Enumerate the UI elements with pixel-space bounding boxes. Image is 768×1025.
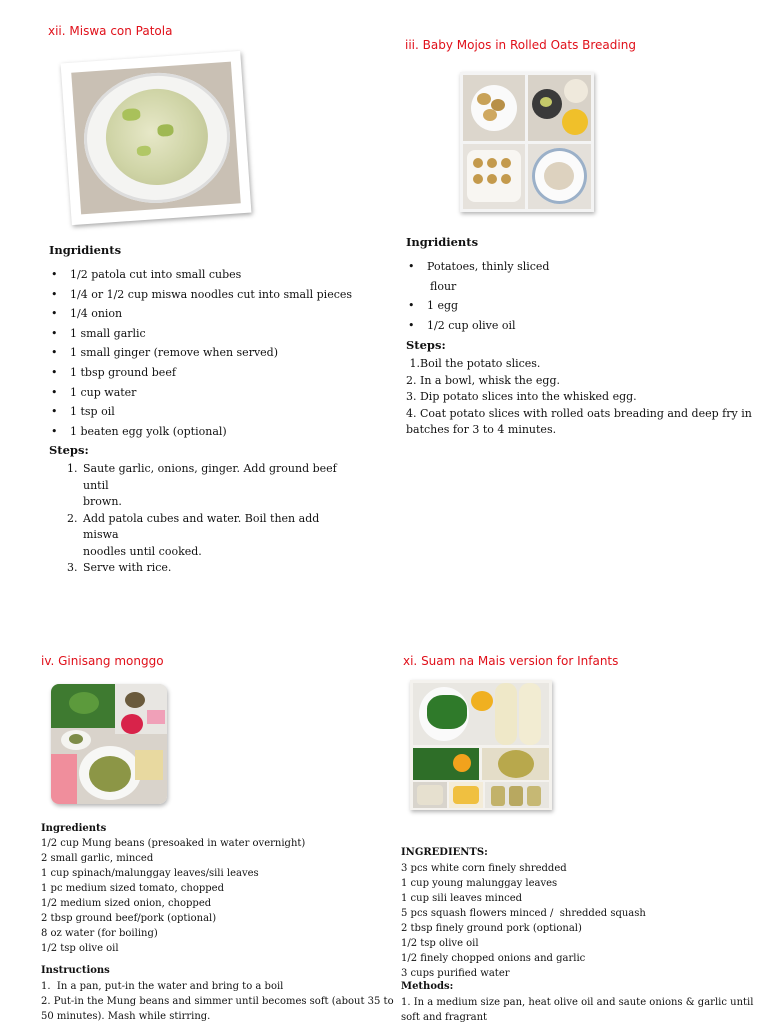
list-item: • 1 tbsp ground beef bbox=[49, 363, 352, 383]
list-item: • 1/4 onion bbox=[49, 304, 352, 324]
list-item: • 1 beaten egg yolk (optional) bbox=[49, 422, 352, 442]
list-item: 2 tbsp ground beef/pork (optional) bbox=[41, 913, 217, 924]
list-item: 1. Saute garlic, onions, ginger. Add ground beef until brown. bbox=[67, 462, 337, 508]
step-line: batches for 3 to 4 minutes. bbox=[406, 423, 557, 436]
mojos-ingredients-list-2 bbox=[406, 296, 516, 335]
list-item: flour bbox=[430, 280, 457, 293]
monggo-instructions bbox=[41, 979, 394, 1024]
mojos-steps bbox=[406, 356, 752, 439]
list-item: 1/2 tsp olive oil bbox=[41, 943, 119, 954]
mojos-photo-collage bbox=[460, 72, 594, 212]
step-line: 4. Coat potato slices with rolled oats breading and deep fry in bbox=[406, 406, 752, 420]
recipe-title-monggo: iv. Ginisang monggo bbox=[41, 654, 164, 668]
monggo-ingredients-list bbox=[41, 836, 305, 956]
mojos-ingredients-heading: Ingridients bbox=[406, 235, 479, 249]
step-line: 1.Boil the potato slices. bbox=[406, 357, 541, 370]
step-line: 2. In a bowl, whisk the egg. bbox=[406, 373, 560, 387]
mojos-ingredients-list bbox=[406, 257, 549, 277]
miswa-photo bbox=[61, 51, 252, 225]
step-line: soft and fragrant bbox=[401, 1012, 488, 1023]
list-item: • 1 small garlic bbox=[49, 324, 352, 344]
list-item: • 1 small ginger (remove when served) bbox=[49, 343, 352, 363]
monggo-instructions-heading: Instructions bbox=[41, 965, 110, 976]
list-item: • 1 egg bbox=[406, 296, 516, 316]
recipe-title-miswa: xii. Miswa con Patola bbox=[48, 24, 173, 38]
miswa-steps-heading: Steps: bbox=[49, 443, 89, 457]
list-item: 1 cup young malunggay leaves bbox=[401, 878, 558, 889]
list-item: 5 pcs squash flowers minced / shredded squash bbox=[401, 908, 646, 919]
list-item: 3. Serve with rice. bbox=[67, 561, 172, 574]
recipe-title-mojos: iii. Baby Mojos in Rolled Oats Breading bbox=[405, 38, 636, 52]
list-item: 2 small garlic, minced bbox=[41, 853, 154, 864]
list-item: • 1/2 cup olive oil bbox=[406, 316, 516, 336]
step-line: 1. In a medium size pan, heat olive oil and saute onions & garlic until bbox=[401, 997, 754, 1008]
list-item: 2. Add patola cubes and water. Boil then add miswa noodles until cooked. bbox=[67, 511, 320, 558]
monggo-photo bbox=[51, 684, 167, 804]
suam-ingredients-heading: INGREDIENTS: bbox=[401, 847, 488, 858]
list-item: 3 cups purified water bbox=[401, 968, 510, 979]
list-item: • 1 cup water bbox=[49, 383, 352, 403]
list-item: 1/2 medium sized onion, chopped bbox=[41, 898, 212, 909]
step-line: 50 minutes). Mash while stirring. bbox=[41, 1011, 211, 1022]
list-item: • 1 tsp oil bbox=[49, 402, 352, 422]
list-item: 1 pc medium sized tomato, chopped bbox=[41, 883, 224, 894]
suam-photo-collage bbox=[410, 680, 552, 810]
list-item: 1 cup sili leaves minced bbox=[401, 893, 523, 904]
list-item: 1 cup spinach/malunggay leaves/sili leaves bbox=[41, 868, 259, 879]
list-item: 2 tbsp finely ground pork (optional) bbox=[401, 923, 582, 934]
list-item: • 1/2 patola cut into small cubes bbox=[49, 265, 352, 285]
miswa-ingredients-list bbox=[49, 265, 352, 441]
step-line: 1. In a pan, put-in the water and bring to a boil bbox=[41, 981, 284, 992]
miswa-ingredients-heading: Ingridients bbox=[49, 243, 122, 257]
list-item: 3 pcs white corn finely shredded bbox=[401, 863, 567, 874]
suam-methods bbox=[401, 995, 753, 1025]
mojos-steps-heading: Steps: bbox=[406, 338, 446, 352]
monggo-ingredients-heading: Ingredients bbox=[41, 823, 107, 834]
list-item: • 1/4 or 1/2 cup miswa noodles cut into small pieces bbox=[49, 285, 352, 305]
suam-ingredients-list bbox=[401, 861, 646, 981]
suam-methods-heading: Methods: bbox=[401, 981, 454, 992]
list-item: • Potatoes, thinly sliced bbox=[406, 257, 549, 277]
list-item: 1/2 finely chopped onions and garlic bbox=[401, 953, 586, 964]
recipe-title-suam: xi. Suam na Mais version for Infants bbox=[403, 654, 619, 668]
step-line: 2. Put-in the Mung beans and simmer until becomes soft (about 35 to bbox=[41, 996, 394, 1007]
list-item: 8 oz water (for boiling) bbox=[41, 928, 158, 939]
list-item: 1/2 tsp olive oil bbox=[401, 938, 479, 949]
step-line: 3. Dip potato slices into the whisked egg. bbox=[406, 390, 637, 403]
list-item: 1/2 cup Mung beans (presoaked in water overnight) bbox=[41, 838, 306, 849]
miswa-steps-list bbox=[49, 461, 349, 577]
